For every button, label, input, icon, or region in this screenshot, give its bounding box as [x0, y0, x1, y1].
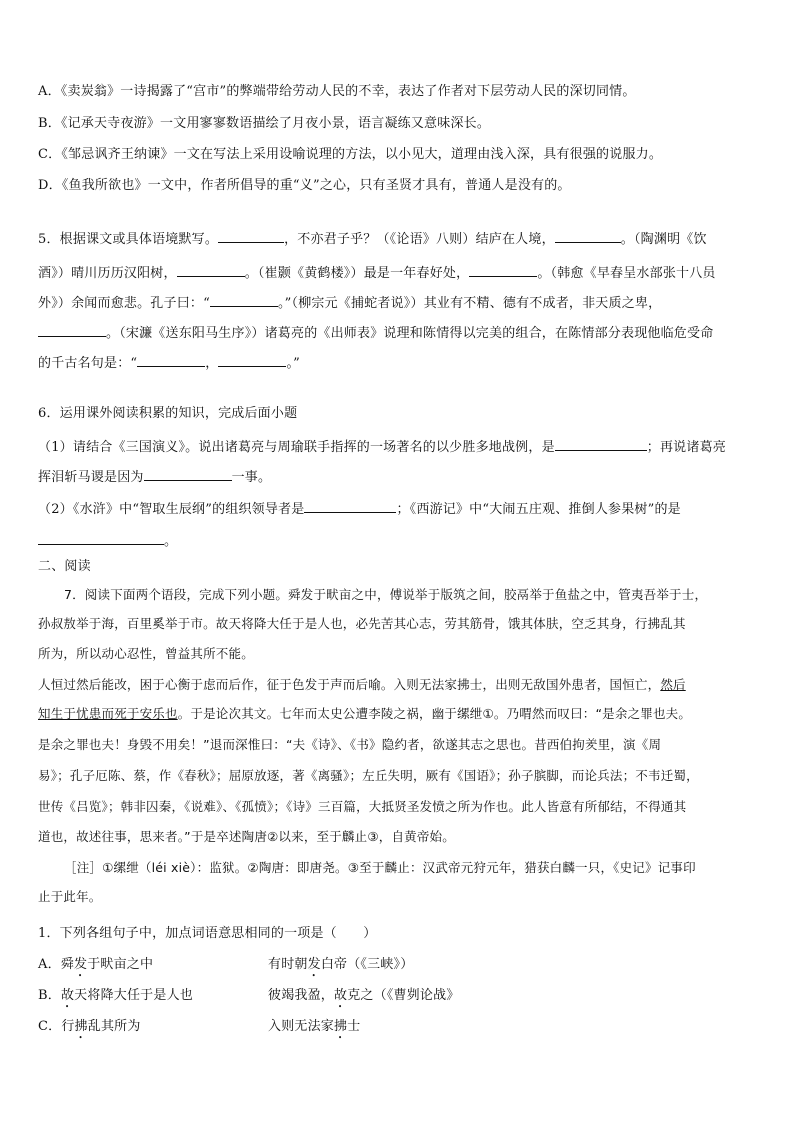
underlined-text: 知生于忧患而死于安乐也: [38, 706, 178, 721]
q7-passage-line: 孙叔敖举于海，百里奚举于市。故天将降大任于是人也，必先苦其心志，劳其筋骨，饿其体肤，空乏其身，行拂乱其: [38, 616, 686, 631]
section-title: 二、阅读: [38, 559, 91, 574]
q7-passage-line: 是余之罪也夫！身毁不用矣！”退而深惟曰：“夫《诗》、《书》隐约者，欲遂其志之思也。昔西伯拘羑里，演《周: [38, 737, 662, 752]
q5-text: 。（崔颢《黄鹤楼》）最是一年春好处，: [244, 266, 470, 281]
dotted-word: 故: [60, 988, 75, 1003]
q5-line-4: [38, 322, 758, 342]
q5-text: 酒》）晴川历历汉阳树，: [38, 266, 177, 281]
q7-text: 人恒过然后能改，困于心衡于虑而后作，征于色发于声而后喻。入则无法家拂士，出则无敌国外患者，国恒亡，: [38, 677, 661, 692]
q6-text: 。: [164, 534, 178, 549]
sub1-option-b[interactable]: [38, 986, 758, 1006]
q7-passage-line: [38, 675, 758, 695]
text: 克之（《曹刿论战》: [347, 988, 460, 1003]
option-left: [38, 988, 193, 1003]
answer-blank[interactable]: [555, 436, 647, 451]
q5-text: 。”: [286, 356, 300, 371]
q6-text: 一事。: [231, 470, 272, 485]
text: 彼竭我盈，: [268, 988, 335, 1003]
q6-title: 6．运用课外阅读积累的知识，完成后面小题: [38, 406, 298, 421]
dotted-word: 发: [307, 957, 321, 972]
q6-sub1-line-2: [38, 466, 758, 486]
q5-text: 。（韩愈《早春呈水部张十八员: [537, 266, 716, 281]
dotted-word: 拂: [74, 1019, 88, 1034]
q6-text: （1）请结合《三国演义》。说出诸葛亮与周瑜联手指挥的一场著名的以少胜多地战例，是: [38, 440, 555, 455]
dotted-word: 故: [334, 988, 348, 1003]
text: 白帝（《三峡》）: [320, 957, 414, 972]
dotted-word: 发: [74, 957, 88, 972]
q5-line-2: [38, 262, 758, 282]
q6-sub1-line-1: [38, 436, 758, 456]
q5-text: 。（宋濂《送东阳马生序》）诸葛亮的《出师表》说理和陈情得以完美的组合，在陈情部分表现他临危受命: [106, 326, 714, 341]
q7-passage-line: [38, 704, 758, 724]
q5-text: 的千古名句是：“: [38, 356, 138, 371]
text: A．舜: [38, 957, 74, 972]
underlined-text: 然后: [660, 677, 686, 692]
text: B．: [38, 988, 61, 1003]
option-right: [268, 1017, 360, 1042]
q6-text: ；再说诸葛亮: [646, 440, 726, 455]
q5-text: ，不亦君子乎？（《论语》八则）结庐在人境，: [284, 232, 555, 247]
q6-sub2-line-1: [38, 498, 758, 518]
q5-text: 。（陶渊明《饮: [620, 232, 707, 247]
q7-text: 。于是论次其文。七年而太史公遭李陵之祸，幽于缧绁①。乃喟然而叹曰：“是余之罪也夫。: [177, 706, 692, 721]
text: C．行: [38, 1019, 75, 1034]
option-b: B．《记承天寺夜游》一文用寥寥数语描绘了月夜小景，语言凝练又意味深长。: [38, 116, 491, 131]
answer-blank[interactable]: [469, 262, 537, 277]
sub1-option-c[interactable]: [38, 1017, 758, 1037]
q7-note: 止于此年。: [38, 889, 102, 904]
q5-text: 外》）余闻而愈悲。孔子曰：“: [38, 296, 210, 311]
answer-blank[interactable]: [555, 228, 621, 243]
q5-text: 。”（柳宗元《捕蛇者说》）其业有不精、德有不成者，非天质之卑，: [277, 296, 662, 311]
q7-passage-line: 易》；孔子厄陈、蔡，作《春秋》；屈原放逐，著《离骚》；左丘失明，厥有《国语》；孙子膑脚，而论兵法；不韦迁蜀，: [38, 768, 699, 783]
text: 天将降大任于是人也: [74, 988, 193, 1003]
q5-line-5: [38, 352, 758, 372]
option-c: C．《邹忌讽齐王纳谏》一文在写法上采用设喻说理的方法，以小见大，道理由浅入深，具有很强的说服力。: [38, 147, 663, 162]
option-left: [38, 957, 153, 972]
q5-text: ，: [205, 356, 219, 371]
text: 士: [347, 1019, 361, 1034]
answer-blank[interactable]: [218, 352, 286, 367]
sub1-option-a[interactable]: [38, 955, 758, 975]
answer-blank[interactable]: [144, 466, 232, 481]
answer-blank[interactable]: [137, 352, 205, 367]
option-a: A．《卖炭翁》一诗揭露了“宫市”的弊端带给劳动人民的不幸，表达了作者对下层劳动人民的深切同情。: [38, 84, 636, 99]
option-d: D．《鱼我所欲也》一文中，作者所倡导的重“义”之心，只有圣贤才具有，普通人是没有的。: [38, 178, 571, 193]
q7-passage-line: 世传《吕览》；韩非囚秦，《说难》、《孤愤》；《诗》三百篇，大抵贤圣发愤之所为作也。此人皆意有所郁结，不得通其: [38, 799, 687, 814]
q5-text: 5．根据课文或具体语境默写。: [38, 232, 219, 247]
answer-blank[interactable]: [38, 530, 164, 545]
q6-text: 挥泪斩马谡是因为: [38, 470, 144, 485]
answer-blank[interactable]: [177, 262, 245, 277]
dotted-word: 拂: [334, 1019, 348, 1034]
text: 于畎亩之中: [87, 957, 154, 972]
option-left: [38, 1019, 141, 1034]
sub1-title: 1．下列各组句子中，加点词语意思相同的一项是（ ）: [38, 926, 377, 941]
q5-line-3: [38, 292, 758, 312]
option-right: [268, 955, 413, 980]
answer-blank[interactable]: [304, 498, 396, 513]
answer-blank[interactable]: [210, 292, 278, 307]
q7-passage-line: 7．阅读下面两个语段，完成下列小题。舜发于畎亩之中，傅说举于版筑之间，胶鬲举于鱼盐之中，管夷吾举于士，: [64, 587, 708, 602]
q7-note: ［注］①缧绁（léi xiè）：监狱。②陶唐：即唐尧。③至于麟止：汉武帝元狩元年，猎获白麟一只，《史记》记事印: [64, 860, 696, 875]
text: 有时朝: [268, 957, 308, 972]
q5-line-1: [38, 228, 758, 248]
q6-sub2-line-2: [38, 530, 758, 550]
option-right: [268, 986, 460, 1011]
q7-passage-line: 道也，故述往事，思来者。”于是卒述陶唐②以来，至于麟止③，自黄帝始。: [38, 829, 455, 844]
q7-passage-line: 所为，所以动心忍性，曾益其所不能。: [38, 646, 254, 661]
q6-text: ；《西游记》中“大闹五庄观、推倒人参果树”的是: [396, 502, 681, 517]
answer-blank[interactable]: [38, 322, 106, 337]
answer-blank[interactable]: [218, 228, 284, 243]
q6-text: （2）《水浒》中“智取生辰纲”的组织领导者是: [38, 502, 305, 517]
text: 乱其所为: [87, 1019, 141, 1034]
text: 入则无法家: [268, 1019, 335, 1034]
